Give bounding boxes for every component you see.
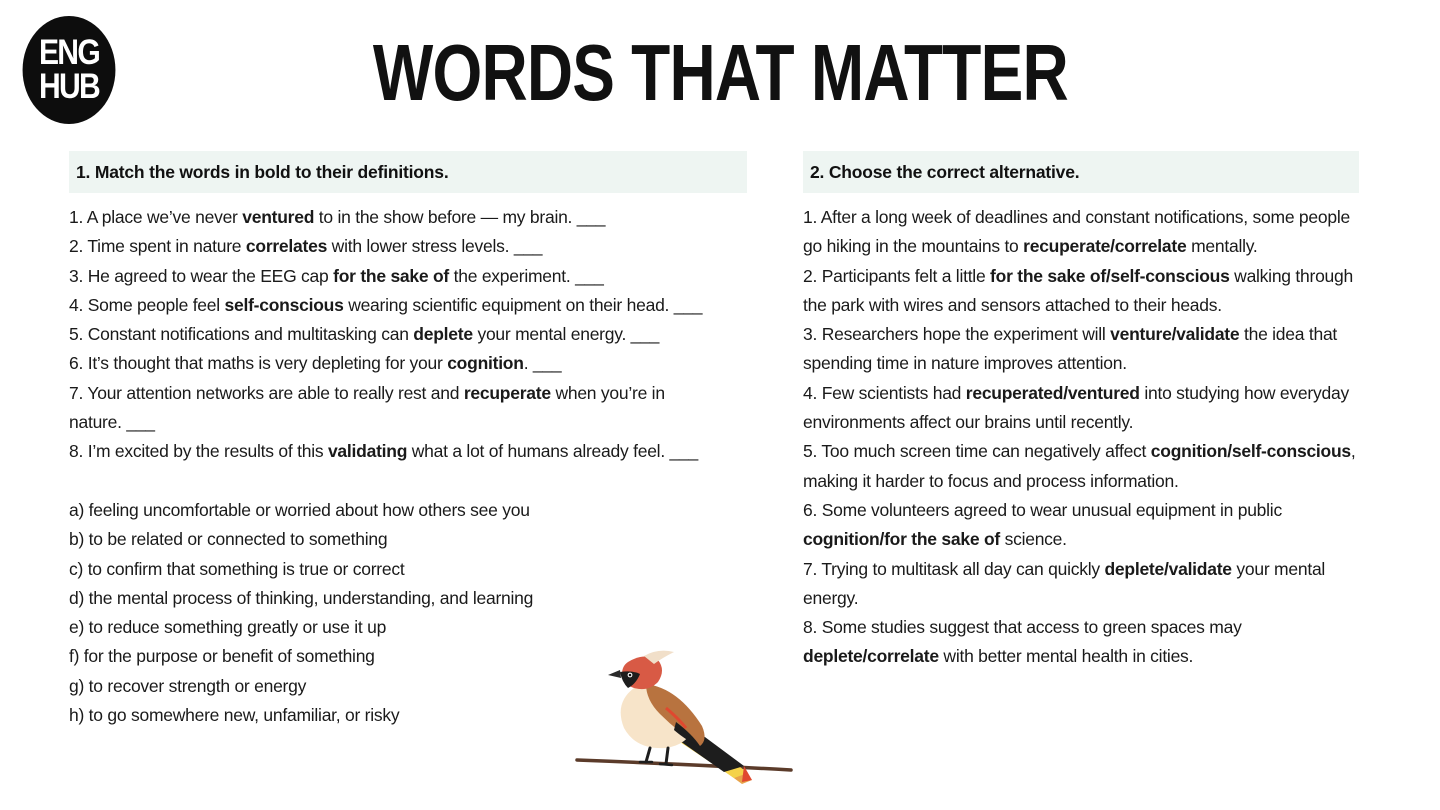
exercise-1-sentence: 5. Constant notifications and multitasking can deplete your mental energy. ___: [69, 324, 660, 345]
exercise-2-sentence: 4. Few scientists had recuperated/ventured into studying how everyday environments affect our brains until recently.: [803, 382, 1349, 433]
definition-item: d) the mental process of thinking, understanding, and learning: [69, 587, 534, 608]
exercise-1-sentence: 6. It’s thought that maths is very depleting for your cognition. ___: [69, 353, 562, 374]
exercise-2-sentences: [803, 203, 1359, 672]
definition-item: f) for the purpose or benefit of something: [69, 646, 375, 667]
alternatives: deplete/validate: [1104, 558, 1232, 579]
alternatives: venture/validate: [1110, 324, 1240, 345]
key-word: for the sake of: [333, 265, 450, 286]
definition-item: a) feeling uncomfortable or worried about how others see you: [69, 499, 530, 520]
exercise-2-sentence: 3. Researchers hope the experiment will venture/validate the idea that spending time in nature improves attention.: [803, 324, 1338, 374]
exercise-1-heading: 1. Match the words in bold to their definitions.: [69, 151, 747, 193]
exercise-1-sentence: 8. I’m excited by the results of this validating what a lot of humans already feel. ___: [69, 441, 698, 462]
logo-line-2: HUB: [38, 67, 100, 106]
logo-line-1: ENG: [38, 33, 100, 72]
key-word: ventured: [242, 207, 315, 227]
key-word: validating: [327, 441, 408, 462]
exercise-2-sentence: 1. After a long week of deadlines and constant notifications, some people go hiking in the mountains to recuperate/correlate mentally.: [803, 207, 1350, 257]
exercise-2: [803, 151, 1359, 672]
definition-item: h) to go somewhere new, unfamiliar, or risky: [69, 705, 400, 726]
definition-item: g) to recover strength or energy: [69, 675, 307, 696]
exercise-2-sentence: 2. Participants felt a little for the sake of/self-conscious walking through the park with wires and sensors attached to their heads.: [803, 265, 1354, 315]
exercise-1: [69, 151, 747, 730]
alternatives: recuperated/ventured: [965, 382, 1140, 403]
bird-on-branch-icon: [574, 648, 796, 788]
alternatives: cognition/self-conscious: [1150, 441, 1351, 462]
definition-item: b) to be related or connected to something: [69, 529, 388, 550]
page-title-text: WORDS THAT MATTER: [372, 28, 1068, 117]
exercise-1-sentence: 1. A place we’ve never ventured to in the show before — my brain. ___: [69, 207, 606, 227]
definition-item: c) to confirm that something is true or correct: [69, 558, 405, 579]
definition-item: e) to reduce something greatly or use it up: [69, 617, 387, 638]
key-word: self-conscious: [224, 294, 344, 315]
key-word: cognition: [447, 353, 524, 374]
alternatives: recuperate/correlate: [1023, 236, 1187, 257]
exercise-2-sentence: 6. Some volunteers agreed to wear unusual equipment in public cognition/for the sake of science.: [803, 499, 1282, 550]
page-title: [0, 28, 1440, 118]
key-word: correlates: [245, 236, 328, 257]
key-word: recuperate: [463, 382, 551, 403]
alternatives: cognition/for the sake of: [803, 529, 1000, 550]
alternatives: deplete/correlate: [803, 646, 939, 667]
exercise-2-sentence: 5. Too much screen time can negatively affect cognition/self-conscious, making it harder to focus and process information.: [803, 441, 1356, 491]
exercise-2-sentence: 8. Some studies suggest that access to green spaces may deplete/correlate with better mental health in cities.: [803, 617, 1242, 667]
exercise-2-heading: 2. Choose the correct alternative.: [803, 151, 1359, 193]
alternatives: for the sake of/self-conscious: [990, 265, 1230, 286]
exercise-2-sentence: 7. Trying to multitask all day can quickly deplete/validate your mental energy.: [803, 558, 1326, 608]
exercise-1-sentence: 7. Your attention networks are able to really rest and recuperate when you’re in nature. ___: [69, 382, 665, 433]
exercise-1-sentences: [69, 203, 747, 467]
key-word: deplete: [413, 324, 473, 345]
spacer: [69, 467, 747, 496]
exercise-1-sentence: 2. Time spent in nature correlates with lower stress levels. ___: [69, 236, 543, 257]
exercise-1-sentence: 4. Some people feel self-conscious wearing scientific equipment on their head. ___: [69, 294, 703, 315]
exercise-1-sentence: 3. He agreed to wear the EEG cap for the sake of the experiment. ___: [69, 265, 604, 286]
